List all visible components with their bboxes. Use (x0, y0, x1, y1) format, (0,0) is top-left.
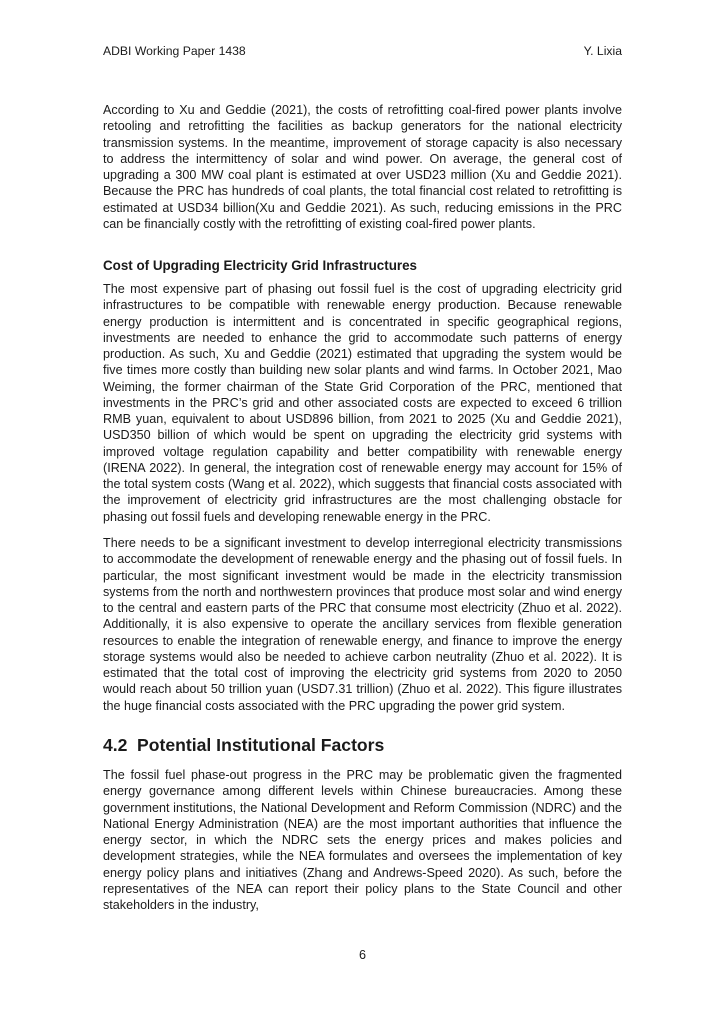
paragraph-grid-upgrade: The most expensive part of phasing out fossil fuel is the cost of upgrading electricity grid infrastructures to be compatible with renewable energy production. Because renewable energy production is intermittent and is concentrated in specific geographical regions, investments are needed to enhance the grid to accommodate such patterns of energy production. As such, Xu and Geddie (2021) estimated that upgrading the system would be five times more costly than building new solar plants and wind farms. In October 2021, Mao Weiming, the former chairman of the State Grid Corporation of the PRC, mentioned that investments in the PRC’s grid and other associated costs are expected to exceed 6 trillion RMB yuan, equivalent to about USD896 billion, from 2021 to 2025 (Xu and Geddie 2021), USD350 billion of which would be spent on upgrading the electricity grid systems with improved voltage regulation capability and better compatibility with renewable energy (IRENA 2022). In general, the integration cost of renewable energy may account for 15% of the total system costs (Wang et al. 2022), which suggests that financial costs associated with the improvement of electricity grid infrastructures are the most challenging obstacle for phasing out fossil fuels and developing renewable energy in the PRC. (103, 282, 622, 524)
section-title: Potential Institutional Factors (137, 735, 385, 755)
header-author: Y. Lixia (583, 44, 622, 58)
running-header (103, 43, 622, 59)
section-heading (103, 734, 622, 756)
paragraph-institutional-factors: The fossil fuel phase-out progress in the PRC may be problematic given the fragmented energy governance among different levels within Chinese bureaucracies. Among these government institutions, the National Development and Reform Commission (NDRC) and the National Energy Administration (NEA) are the most important authorities that influence the energy sector, in which the NDRC sets the energy prices and makes policies and development strategies, while the NEA formulates and oversees the implementation of key energy policy plans and initiatives (Zhang and Andrews-Speed 2020). As such, before the representatives of the NEA can report their policy plans to the State Council and other stakeholders in the industry, (103, 768, 622, 912)
paragraph-retrofitting-costs: According to Xu and Geddie (2021), the costs of retrofitting coal-fired power plants involve retooling and retrofitting the facilities as backup generators for the national electricity transmission systems. In the meantime, improvement of storage capacity is also necessary to address the intermittency of solar and wind power. On average, the general cost of upgrading a 300 MW coal plant is estimated at over USD23 million (Xu and Geddie 2021). Because the PRC has hundreds of coal plants, the total financial cost related to retrofitting is estimated at USD34 billion(Xu and Geddie 2021). As such, reducing emissions in the PRC can be financially costly with the retrofitting of existing coal-fired power plants. (103, 103, 622, 231)
page-number: 6 (358, 948, 366, 962)
header-series-title: ADBI Working Paper 1438 (103, 44, 246, 58)
section-number: 4.2 (103, 735, 128, 755)
paragraph-interregional-transmission: There needs to be a significant investment to develop interregional electricity transmissions to accommodate the development of renewable energy and the phasing out of fossil fuels. In particular, the most significant investment would be made in the electricity transmission systems from the north and northwestern provinces that produce most solar and wind energy to the central and eastern parts of the PRC that consume most electricity (Zhuo et al. 2022). Additionally, it is also expensive to operate the ancillary services from flexible generation resources to enable the integration of renewable energy, and finance to improve the energy storage systems would also be needed to achieve carbon neutrality (Zhuo et al. 2022). It is estimated that the total cost of improving the electricity grid systems from 2020 to 2050 would reach about 50 trillion yuan (USD7.31 trillion) (Zhuo et al. 2022). This figure illustrates the huge financial costs associated with the PRC upgrading the power grid system. (103, 536, 622, 713)
subheading-grid-costs: Cost of Upgrading Electricity Grid Infrastructures (103, 258, 417, 273)
